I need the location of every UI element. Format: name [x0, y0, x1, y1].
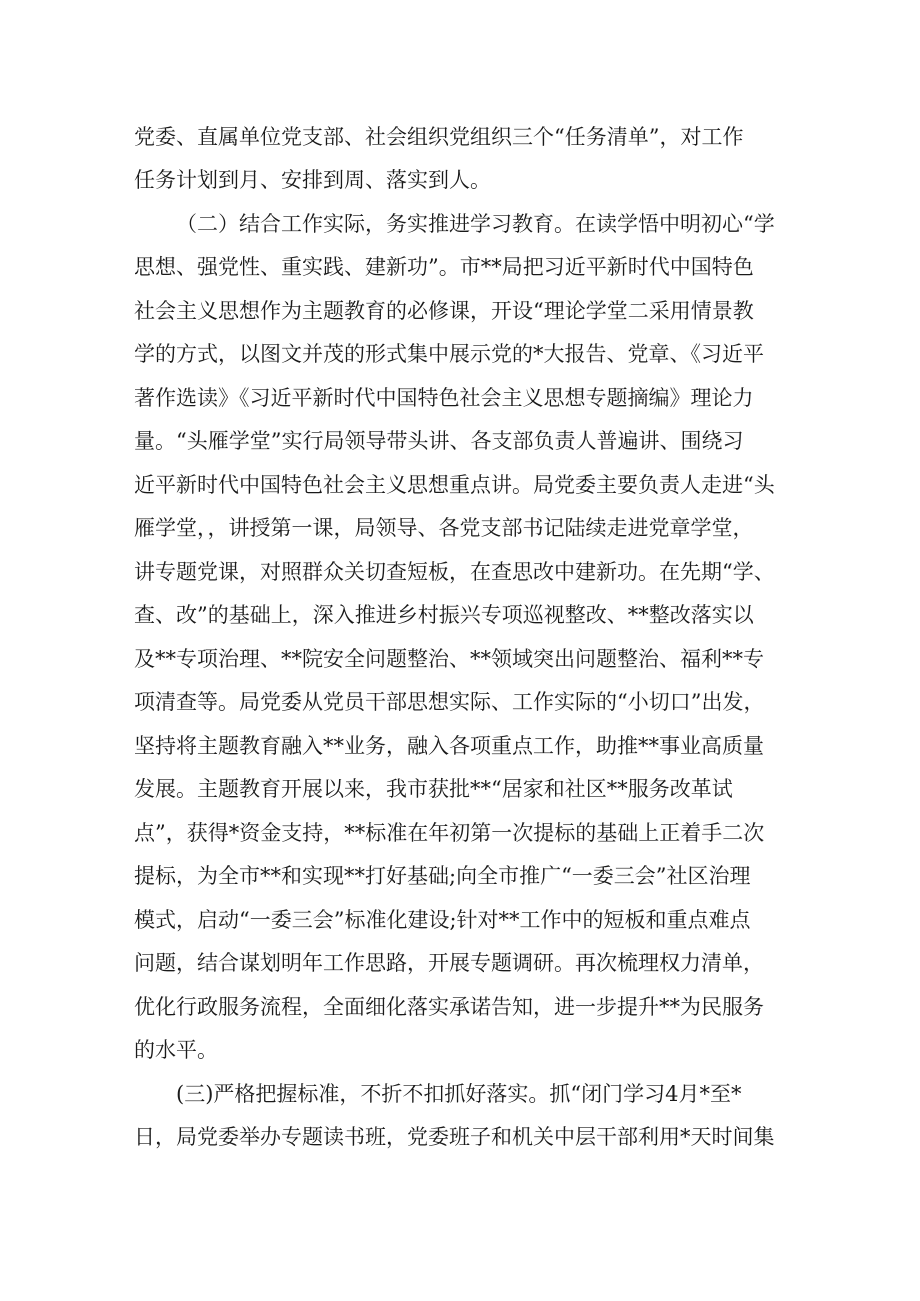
text-line: 著作选读》《习近平新时代中国特色社会主义思想专题摘编》理论力 — [134, 386, 754, 410]
text-line: 任务计划到月、安排到周、落实到人。 — [134, 168, 491, 192]
text-line: 项清查等。局党委从党员干部思想实际、工作实际的“小切口”出发， — [134, 690, 765, 714]
text-line: 量。“头雁学堂”实行局领导带头讲、各支部负责人普遍讲、围绕习 — [134, 429, 744, 453]
text-line: 近平新时代中国特色社会主义思想重点讲。局党委主要负责人走进“头 — [134, 473, 775, 497]
section-heading-line: （二）结合工作实际，务实推进学习教育。在读学悟中明初心“学 — [176, 212, 775, 236]
text-line: 模式，启动“一委三会”标准化建设;针对**工作中的短板和重点难点 — [134, 908, 751, 932]
text-line: 点”，获得*资金支持，**标准在年初第一次提标的基础上正着手二次 — [134, 821, 765, 845]
section-heading-line: (三)严格把握标准，不折不扣抓好落实。抓“闭门学习4月*至* — [176, 1082, 742, 1106]
text-line: 党委、直属单位党支部、社会组织党组织三个“任务清单”，对工作 — [134, 125, 744, 149]
text-line: 思想、强党性、重实践、建新功”。市**局把习近平新时代中国特色 — [134, 255, 754, 279]
text-line: 提标，为全市**和实现**打好基础;向全市推广“一委三会”社区治理 — [134, 864, 751, 888]
text-line: 及**专项治理、**院安全问题整治、**领域突出问题整治、福利**专 — [134, 647, 764, 671]
text-line: 雁学堂，，讲授第一课，局领导、各党支部书记陆续走进党章学堂， — [134, 516, 754, 540]
text-line: 社会主义思想作为主题教育的必修课，开设“理论学堂二采用情景教 — [134, 299, 754, 323]
text-line: 日，局党委举办专题读书班，党委班子和机关中层干部利用*天时间集 — [134, 1125, 775, 1149]
text-line: 学的方式，以图文并茂的形式集中展示党的*大报告、党章、《习近平 — [134, 342, 764, 366]
text-line: 查、改”的基础上，深入推进乡村振兴专项巡视整改、**整改落实以 — [134, 603, 754, 627]
text-line: 的水平。 — [134, 1038, 218, 1062]
text-line: 讲专题党课，对照群众关切查短板，在查思改中建新功。在先期“学、 — [134, 560, 775, 584]
text-line: 发展。主题教育开展以来，我市获批**“居家和社区**服务改革试 — [134, 777, 733, 801]
text-line: 坚持将主题教育融入**业务，融入各项重点工作，助推**事业高质量 — [134, 734, 764, 758]
text-line: 优化行政服务流程，全面细化落实承诺告知，进一步提升**为民服务 — [134, 995, 764, 1019]
text-line: 问题，结合谋划明年工作思路，开展专题调研。再次梳理权力清单， — [134, 951, 764, 975]
